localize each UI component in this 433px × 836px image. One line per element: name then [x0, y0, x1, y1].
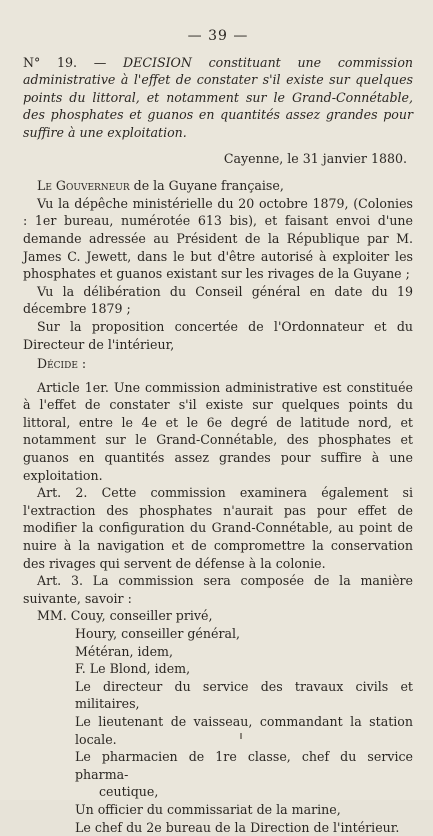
print-mark: [240, 733, 242, 739]
member-line: Le directeur du service des travaux civils et militaires,: [75, 678, 413, 712]
page-number: — 39 —: [187, 28, 249, 44]
member-line-continuation: ceutique,: [99, 784, 159, 800]
member-line: Météran, idem,: [75, 643, 173, 659]
member-line: MM. Couy, conseiller privé,: [37, 608, 213, 624]
consideration-2: Vu la délibération du Conseil général en date du 19 décembre 1879 ;: [23, 283, 413, 317]
commission-members: [23, 607, 413, 836]
article-1: Article 1er. Une commission administrative est constituée à l'effet de constater s'il existe sur quelques points du littoral, entre le 4e et le 6e degré de latitude nord, et notamment sur le Grand-Connétable, des phosphates et guanos en quantités assez grandes pour suffire à une exploitation.: [23, 379, 413, 483]
member-line: Le lieutenant de vaisseau, commandant la station locale.: [75, 713, 413, 747]
article-2: Art. 2. Cette commission examinera également si l'extraction des phosphates n'aurait pas pour effet de modifier la configuration du Grand-Connétable, au point de nuire à la navigation et de compromettre la conservation des rivages qui servent de défense à la colonie.: [23, 485, 413, 571]
member-line-text: Le pharmacien de 1re classe, chef du service pharma-: [75, 749, 413, 782]
decide-label: Décide :: [37, 356, 87, 372]
consideration-1: Vu la dépêche ministérielle du 20 octobre 1879, (Colonies : 1er bureau, numérotée 613 bis), et faisant envoi d'une demande adressée au Président de la République par M. James C. Jewett, dans le but d'être autorisé à exploiter les phosphates et guanos existant sur les rivages de la Guyane ;: [23, 195, 413, 282]
decision-number: N° 19. —: [23, 54, 124, 70]
decision-heading: [23, 54, 413, 142]
member-line: [23, 748, 413, 801]
member-line: Un officier du commissariat de la marine,: [75, 801, 341, 817]
page-text: [23, 28, 413, 836]
member-line: Le chef du 2e bureau de la Direction de l'intérieur.: [75, 819, 400, 835]
article-3: Art. 3. La commission sera composée de la manière suivante, savoir :: [23, 573, 413, 606]
governor-label: Le Gouverneur: [37, 178, 130, 194]
member-line: Houry, conseiller général,: [75, 626, 241, 641]
consideration-3: Sur la proposition concertée de l'Ordonnateur et du Directeur de l'intérieur,: [23, 318, 413, 352]
governor-rest: de la Guyane française,: [129, 178, 284, 194]
dateline: Cayenne, le 31 janvier 1880.: [223, 150, 407, 166]
governor-line: [23, 177, 413, 195]
decision-title: DECISION constituant une commission administrative à l'effet de constater s'il existe sur quelques points du littoral, et notamment sur le Grand-Connétable, des phosphates et guanos en quantités assez grandes pour suffire à une exploitation.: [23, 54, 414, 140]
member-line: F. Le Blond, idem,: [75, 661, 191, 677]
